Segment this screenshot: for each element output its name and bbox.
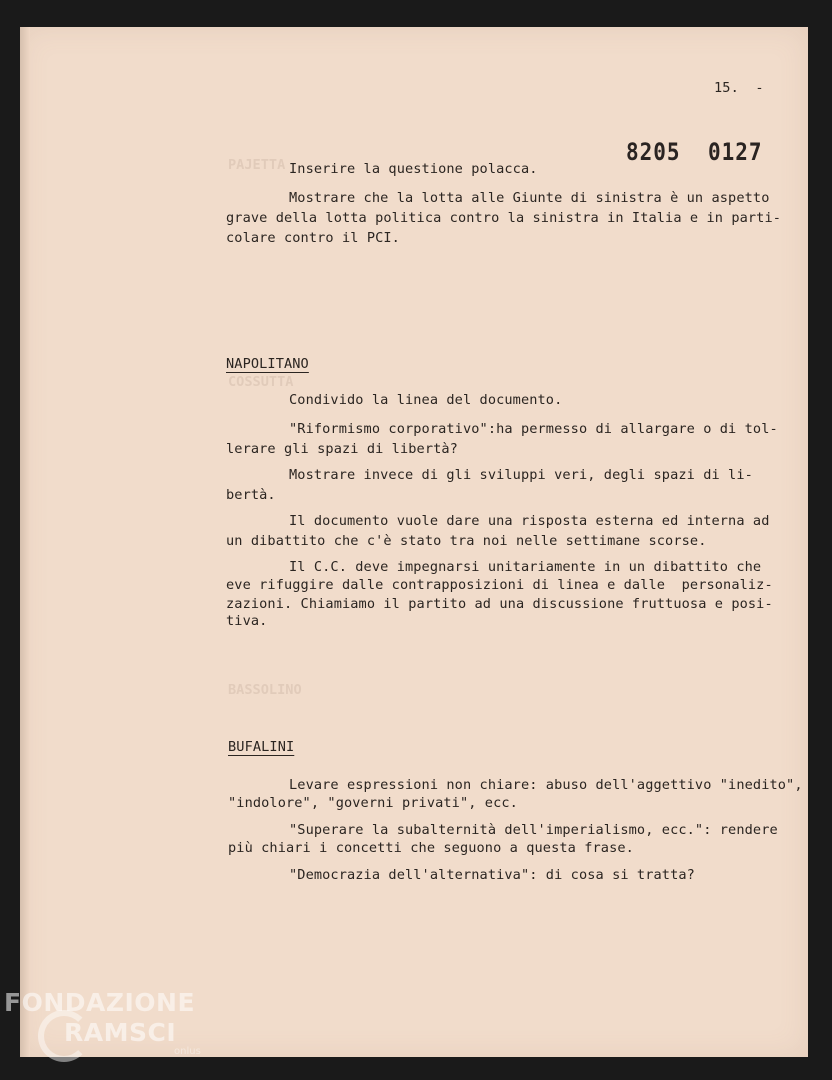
speaker-heading-napolitano: NAPOLITANO [226,356,309,372]
paragraph-line: un dibattito che c'è stato tra noi nelle settimane scorse. [226,533,707,549]
paragraph-line: lerare gli spazi di libertà? [226,441,458,457]
g-logo-icon [38,1010,90,1062]
paragraph-line: Il documento vuole dare una risposta esterna ed interna ad [289,513,770,529]
paragraph-line: Il C.C. deve impegnarsi unitariamente in un dibattito che [289,559,762,575]
speaker-heading-bufalini: BUFALINI [228,739,295,755]
paragraph-line: "indolore", "governi privati", ecc. [228,795,518,811]
archive-stamp-right: 0127 [708,138,763,166]
fondazione-gramsci-logo: FONDAZIONE RAMSCI onlus [4,988,195,1048]
page-number: 15. - [714,80,764,96]
paragraph-line: zazioni. Chiamiamo il partito ad una discussione fruttuosa e posi- [226,596,773,612]
intro-para-line: grave della lotta politica contro la sinistra in Italia e in parti- [226,210,782,226]
paragraph-line: più chiari i concetti che seguono a questa frase. [228,840,634,856]
paragraph-line: tiva. [226,613,268,629]
bleed-through-text: COSSUTTA [228,374,294,390]
intro-para-line: colare contro il PCI. [226,230,400,246]
paragraph-line: "Superare la subalternità dell'imperialismo, ecc.": rendere [289,822,778,838]
bleed-through-text: BASSOLINO [228,682,302,698]
bleed-through-text: PAJETTA [228,157,286,173]
paragraph-line: Condivido la linea del documento. [289,392,563,408]
paragraph-line: bertà. [226,487,276,503]
paragraph-line: eve rifuggire dalle contrapposizioni di linea e dalle personaliz- [226,577,773,593]
paragraph-line: Levare espressioni non chiare: abuso dell'aggettivo "inedito", [289,777,803,793]
paragraph-line: "Democrazia dell'alternativa": di cosa si tratta? [289,867,695,883]
intro-para-line: Mostrare che la lotta alle Giunte di sinistra è un aspetto [289,190,770,206]
page-edge [20,27,30,1057]
paragraph-line: Mostrare invece di gli sviluppi veri, degli spazi di li- [289,467,753,483]
paragraph-line: "Riformismo corporativo":ha permesso di allargare o di tol- [289,421,778,437]
intro-line: Inserire la questione polacca. [289,161,538,177]
archive-stamp-left: 8205 [626,138,681,166]
